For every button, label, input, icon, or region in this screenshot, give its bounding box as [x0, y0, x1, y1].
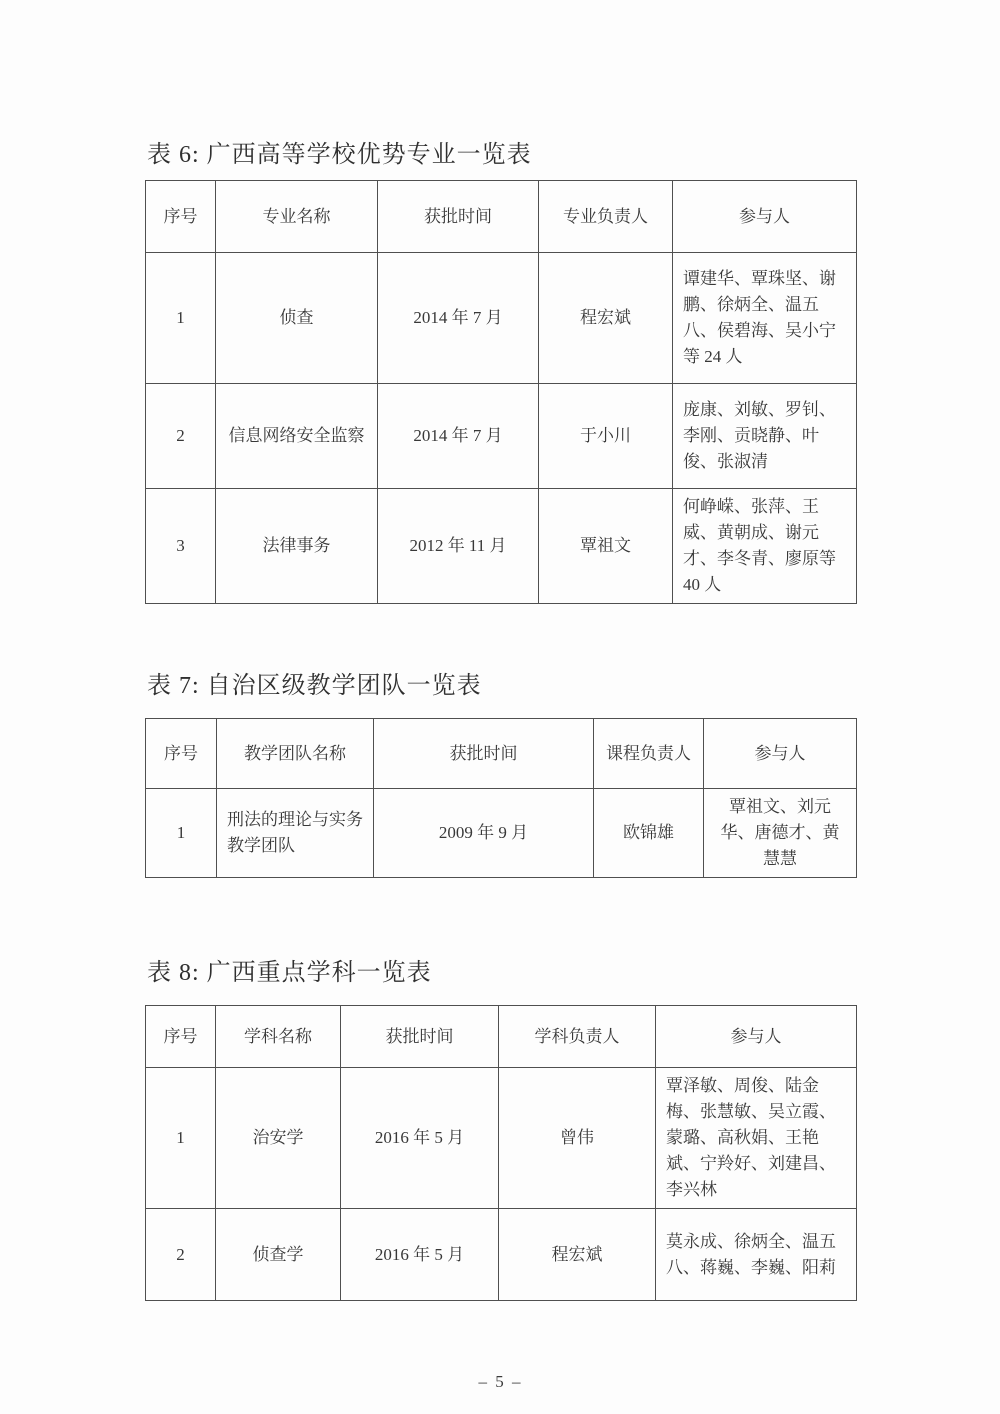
column-header: 参与人: [656, 1006, 857, 1068]
table7-title: 表 7: 自治区级教学团队一览表: [147, 673, 482, 699]
table-cell: 程宏斌: [539, 253, 673, 384]
table-cell: 法律事务: [216, 489, 378, 604]
table-row: [146, 1068, 857, 1209]
table-cell: 信息网络安全监察: [216, 384, 378, 489]
table6-title: 表 6: 广西高等学校优势专业一览表: [147, 142, 532, 168]
column-header: 学科负责人: [499, 1006, 656, 1068]
column-header: 获批时间: [378, 181, 539, 253]
table-cell: 庞康、刘敏、罗钊、李刚、贡晓静、叶俊、张淑清: [673, 384, 857, 489]
table-cell: 覃祖文: [539, 489, 673, 604]
column-header: 专业名称: [216, 181, 378, 253]
column-header: 教学团队名称: [217, 719, 374, 789]
table-cell: 2014 年 7 月: [378, 253, 539, 384]
table6-section: [145, 139, 856, 604]
table-cell: 2014 年 7 月: [378, 384, 539, 489]
table-row: [146, 789, 857, 878]
table6-advantage-majors: [145, 180, 857, 604]
table-cell: 侦查: [216, 253, 378, 384]
table-row: [146, 384, 857, 489]
table-row: [146, 1209, 857, 1301]
table-cell: 覃祖文、刘元华、唐德才、黄慧慧: [704, 789, 857, 878]
table-cell: 于小川: [539, 384, 673, 489]
table-cell: 1: [146, 253, 216, 384]
table-row: [146, 253, 857, 384]
table-cell: 谭建华、覃珠坚、谢鹏、徐炳全、温五八、侯碧海、吴小宁等 24 人: [673, 253, 857, 384]
column-header: 序号: [146, 719, 217, 789]
table8-title: 表 8: 广西重点学科一览表: [147, 960, 432, 986]
table-cell: 欧锦雄: [594, 789, 704, 878]
column-header: 获批时间: [374, 719, 594, 789]
table7-section: [145, 670, 856, 878]
table-cell: 程宏斌: [499, 1209, 656, 1301]
column-header: 专业负责人: [539, 181, 673, 253]
table-cell: 侦查学: [216, 1209, 341, 1301]
table-row: [146, 489, 857, 604]
table-cell: 2: [146, 384, 216, 489]
header-row: [146, 181, 857, 253]
table-cell: 2012 年 11 月: [378, 489, 539, 604]
column-header: 学科名称: [216, 1006, 341, 1068]
table-cell: 2016 年 5 月: [341, 1068, 499, 1209]
table-cell: 曾伟: [499, 1068, 656, 1209]
column-header: 课程负责人: [594, 719, 704, 789]
table7-teaching-teams: [145, 718, 857, 878]
table8-section: [145, 957, 856, 1301]
header-row: [146, 1006, 857, 1068]
column-header: 序号: [146, 181, 216, 253]
table-cell: 3: [146, 489, 216, 604]
table-cell: 何峥嵘、张萍、王威、黄朝成、谢元才、李冬青、廖原等 40 人: [673, 489, 857, 604]
page-content: [145, 0, 856, 1394]
page-number: – 5 –: [478, 1372, 523, 1391]
column-header: 参与人: [704, 719, 857, 789]
column-header: 参与人: [673, 181, 857, 253]
table-cell: 1: [146, 789, 217, 878]
table-cell: 覃泽敏、周俊、陆金梅、张慧敏、吴立霞、蒙璐、高秋娟、王艳斌、宁羚好、刘建昌、李兴林: [656, 1068, 857, 1209]
table-cell: 刑法的理论与实务教学团队: [217, 789, 374, 878]
table-cell: 1: [146, 1068, 216, 1209]
column-header: 获批时间: [341, 1006, 499, 1068]
table-cell: 治安学: [216, 1068, 341, 1209]
table8-key-disciplines: [145, 1005, 857, 1301]
header-row: [146, 719, 857, 789]
column-header: 序号: [146, 1006, 216, 1068]
table-cell: 莫永成、徐炳全、温五八、蒋巍、李巍、阳莉: [656, 1209, 857, 1301]
table-cell: 2009 年 9 月: [374, 789, 594, 878]
table-cell: 2016 年 5 月: [341, 1209, 499, 1301]
table-cell: 2: [146, 1209, 216, 1301]
